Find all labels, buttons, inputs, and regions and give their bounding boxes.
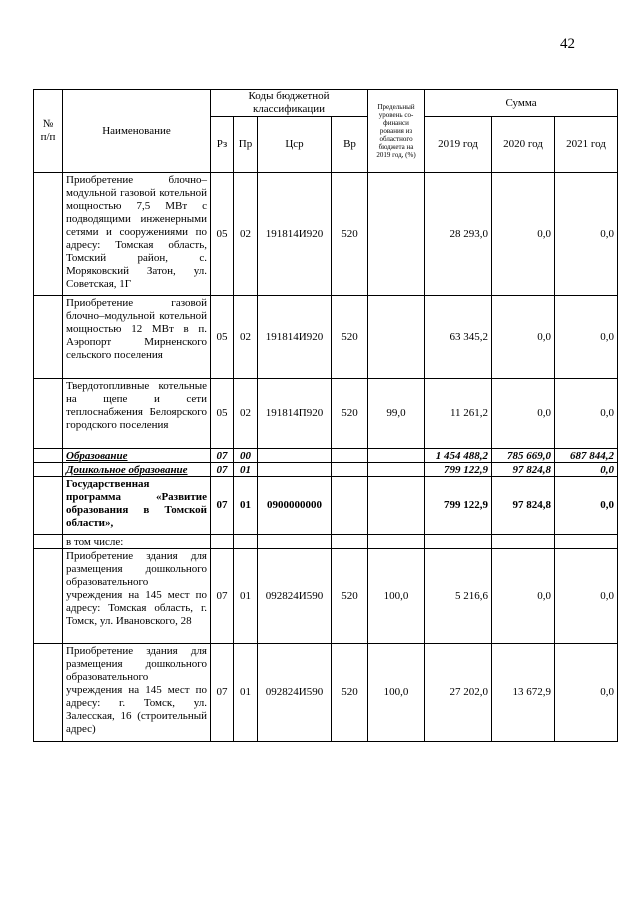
- table-row: [34, 296, 618, 379]
- row-pr: 01: [234, 477, 258, 535]
- row-vr: 520: [332, 644, 368, 742]
- row-2021: 0,0: [555, 173, 618, 296]
- row-2019: 11 261,2: [425, 379, 492, 449]
- row-pr: 01: [234, 644, 258, 742]
- row-csr: [258, 449, 332, 463]
- row-rz: 05: [211, 296, 234, 379]
- row-2021: 0,0: [555, 549, 618, 644]
- row-csr: 191814И920: [258, 173, 332, 296]
- row-pr: 02: [234, 379, 258, 449]
- row-csr: 092824И590: [258, 644, 332, 742]
- row-rz: 07: [211, 477, 234, 535]
- row-2021: 0,0: [555, 379, 618, 449]
- row-name: в том числе:: [63, 535, 211, 549]
- header-name: Наименование: [63, 90, 211, 173]
- header-num: № п/п: [34, 90, 63, 173]
- row-rz: 05: [211, 379, 234, 449]
- row-2021: 0,0: [555, 477, 618, 535]
- row-2021: 0,0: [555, 463, 618, 477]
- row-2019: 28 293,0: [425, 173, 492, 296]
- row-2020: 97 824,8: [492, 477, 555, 535]
- table-row: [34, 379, 618, 449]
- row-num: [34, 296, 63, 379]
- row-2019: 1 454 488,2: [425, 449, 492, 463]
- table-row: [34, 549, 618, 644]
- row-num: [34, 463, 63, 477]
- row-num: [34, 477, 63, 535]
- header-rz: Рз: [211, 117, 234, 173]
- row-vr: [332, 449, 368, 463]
- row-cofin: [368, 449, 425, 463]
- row-2019: 5 216,6: [425, 549, 492, 644]
- row-num: [34, 535, 63, 549]
- row-vr: 520: [332, 379, 368, 449]
- row-2020: 97 824,8: [492, 463, 555, 477]
- row-num: [34, 549, 63, 644]
- row-vr: 520: [332, 173, 368, 296]
- header-sum: Сумма: [425, 90, 618, 117]
- header-2019: 2019 год: [425, 117, 492, 173]
- row-rz: 07: [211, 449, 234, 463]
- table-row: [34, 644, 618, 742]
- row-2019: 799 122,9: [425, 463, 492, 477]
- row-2019: 63 345,2: [425, 296, 492, 379]
- row-rz: 07: [211, 549, 234, 644]
- row-cofin: [368, 296, 425, 379]
- table-row: [34, 449, 618, 463]
- row-2020: 0,0: [492, 296, 555, 379]
- row-cofin: [368, 477, 425, 535]
- table-row: [34, 535, 618, 549]
- header-2020: 2020 год: [492, 117, 555, 173]
- row-pr: 00: [234, 449, 258, 463]
- row-rz: 05: [211, 173, 234, 296]
- row-cofin: 100,0: [368, 644, 425, 742]
- row-name: Приобретение здания для размещения дошкольного образовательного учреждения на 145 мест по адресу: г. Томск, ул. Залесская, 16 (строительный адрес): [63, 644, 211, 742]
- row-name: Твердотопливные котельные на щепе и сети теплоснабжения Белоярского городского поселения: [63, 379, 211, 449]
- table-row: [34, 173, 618, 296]
- table-row: [34, 477, 618, 535]
- row-vr: [332, 463, 368, 477]
- row-num: [34, 644, 63, 742]
- row-csr: 092824И590: [258, 549, 332, 644]
- row-name: Приобретение блочно–модульной газовой котельной мощностью 7,5 МВт с подводящими инженерными сетями и сооружениями по адресу: Томская область, Томский район, с. Моряковский Затон, ул. Советская, 1Г: [63, 173, 211, 296]
- row-vr: [332, 477, 368, 535]
- row-rz: 07: [211, 463, 234, 477]
- row-2020: 0,0: [492, 379, 555, 449]
- row-cofin: 99,0: [368, 379, 425, 449]
- row-cofin: [368, 173, 425, 296]
- row-csr: 191814И920: [258, 296, 332, 379]
- row-2020: 13 672,9: [492, 644, 555, 742]
- header-cofin: Предельный уровень со-финанси рования из областного бюджета на 2019 год, (%): [368, 90, 425, 173]
- row-name: Приобретение газовой блочно–модульной котельной мощностью 12 МВт в п. Аэропорт Мирненского сельского поселения: [63, 296, 211, 379]
- row-cofin: [368, 463, 425, 477]
- row-pr: 02: [234, 296, 258, 379]
- row-vr: 520: [332, 296, 368, 379]
- header-pr: Пр: [234, 117, 258, 173]
- row-2020: 0,0: [492, 549, 555, 644]
- row-num: [34, 449, 63, 463]
- row-cofin: 100,0: [368, 549, 425, 644]
- row-num: [34, 173, 63, 296]
- row-vr: 520: [332, 549, 368, 644]
- row-name: Государственная программа «Развитие образования в Томской области»,: [63, 477, 211, 535]
- budget-table: [33, 89, 618, 742]
- row-pr: 01: [234, 549, 258, 644]
- row-2020: 0,0: [492, 173, 555, 296]
- header-csr: Цср: [258, 117, 332, 173]
- row-rz: 07: [211, 644, 234, 742]
- row-2021: 687 844,2: [555, 449, 618, 463]
- row-name: Образование: [63, 449, 211, 463]
- row-2020: 785 669,0: [492, 449, 555, 463]
- row-2019: 799 122,9: [425, 477, 492, 535]
- row-pr: 01: [234, 463, 258, 477]
- row-name: Приобретение здания для размещения дошкольного образовательного учреждения на 145 мест по адресу: Томская область, г. Томск, ул. Ивановского, 28: [63, 549, 211, 644]
- page-number: 42: [560, 36, 575, 52]
- table-row: [34, 463, 618, 477]
- row-csr: 191814П920: [258, 379, 332, 449]
- row-2021: 0,0: [555, 644, 618, 742]
- row-2019: 27 202,0: [425, 644, 492, 742]
- row-csr: 0900000000: [258, 477, 332, 535]
- row-csr: [258, 463, 332, 477]
- row-2021: 0,0: [555, 296, 618, 379]
- row-num: [34, 379, 63, 449]
- row-name: Дошкольное образование: [63, 463, 211, 477]
- header-vr: Вр: [332, 117, 368, 173]
- header-2021: 2021 год: [555, 117, 618, 173]
- header-codes: Коды бюджетной классификации: [211, 90, 368, 117]
- row-pr: 02: [234, 173, 258, 296]
